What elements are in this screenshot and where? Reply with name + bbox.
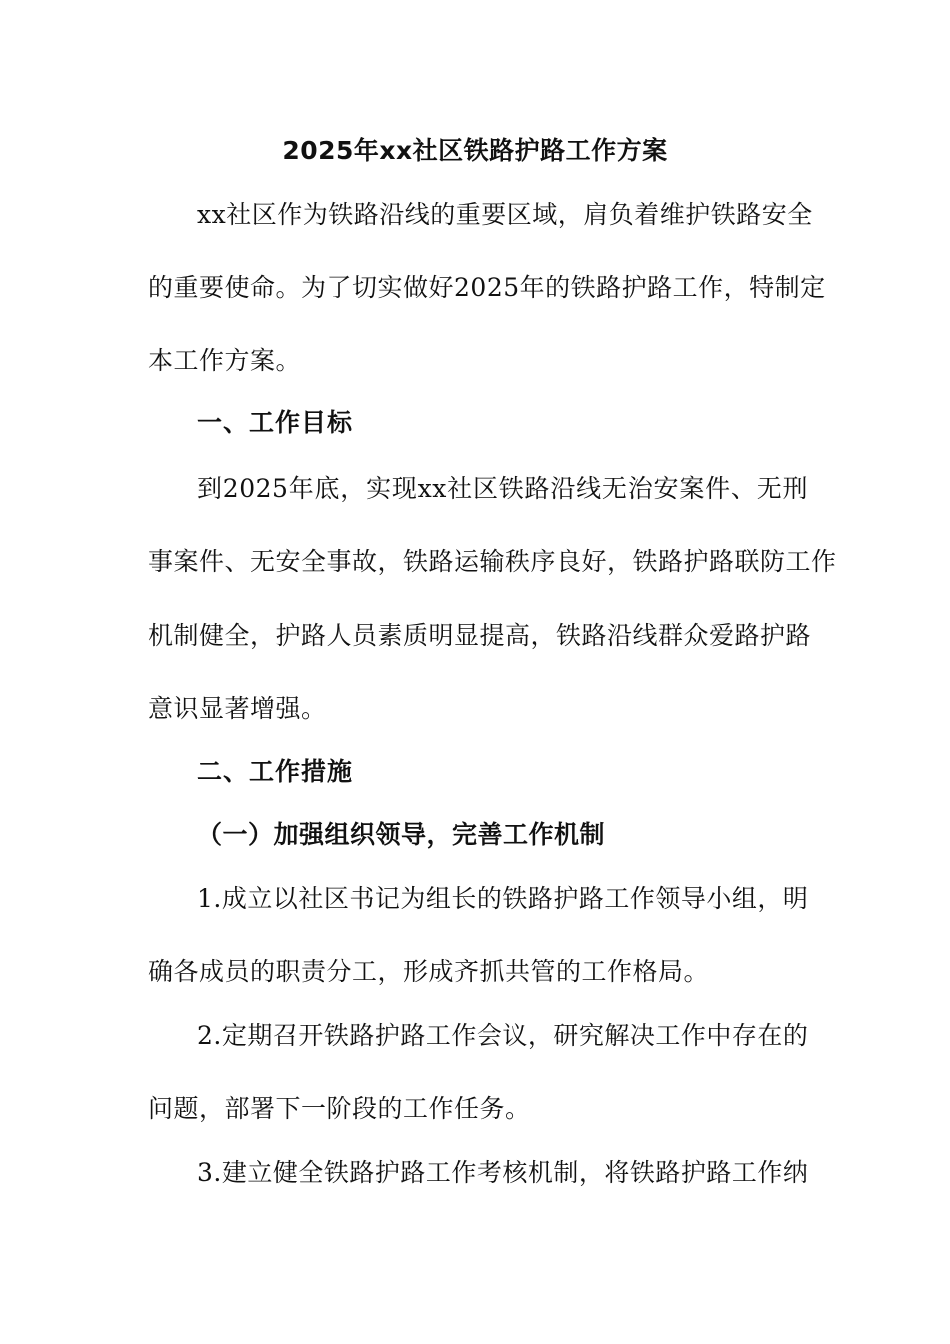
item2-line-1: 2.定期召开铁路护路工作会议，研究解决工作中存在的 — [197, 1021, 809, 1050]
document-title: 2025年xx社区铁路护路工作方案 — [282, 136, 668, 165]
subsection-heading-1: （一）加强组织领导，完善工作机制 — [197, 820, 606, 849]
intro-line-2: 的重要使命。为了切实做好2025年的铁路护路工作，特制定 — [148, 273, 826, 302]
goals-line-2: 事案件、无安全事故，铁路运输秩序良好，铁路护路联防工作 — [148, 547, 837, 576]
goals-line-1: 到2025年底，实现xx社区铁路沿线无治安案件、无刑 — [197, 474, 808, 503]
item1-line-2: 确各成员的职责分工，形成齐抓共管的工作格局。 — [148, 957, 710, 986]
item2-line-2: 问题，部署下一阶段的工作任务。 — [148, 1094, 531, 1123]
item1-line-1: 1.成立以社区书记为组长的铁路护路工作领导小组，明 — [197, 884, 809, 913]
goals-line-4: 意识显著增强。 — [148, 694, 327, 723]
section-heading-goals: 一、工作目标 — [197, 408, 354, 437]
item3-line-1: 3.建立健全铁路护路工作考核机制，将铁路护路工作纳 — [197, 1158, 809, 1187]
goals-line-3: 机制健全，护路人员素质明显提高，铁路沿线群众爱路护路 — [148, 621, 812, 650]
intro-line-3: 本工作方案。 — [148, 346, 302, 375]
intro-line-1: xx社区作为铁路沿线的重要区域，肩负着维护铁路安全 — [197, 200, 813, 229]
section-heading-measures: 二、工作措施 — [197, 757, 354, 786]
